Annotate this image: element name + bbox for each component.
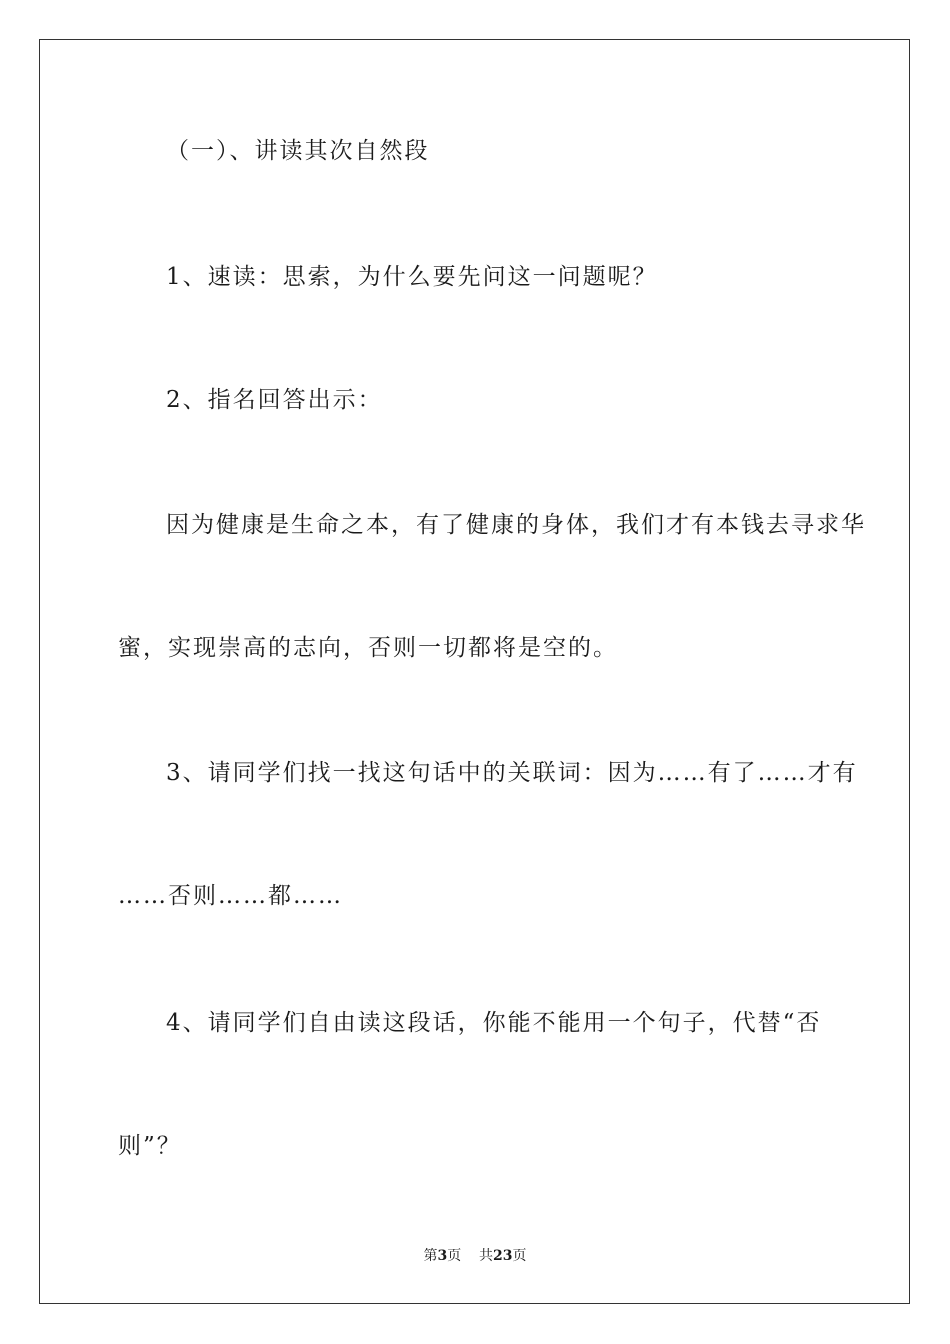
page-suffix: 页 (447, 1248, 462, 1264)
item-3-line-1: 3、请同学们找一找这句话中的关联词：因为……有了……才有 (166, 760, 858, 786)
item-4-line-1: 4、请同学们自由读这段话，你能不能用一个句子，代替“否 (166, 1010, 822, 1036)
item-3-line-2: ……否则……都…… (118, 883, 343, 909)
total-pages: 23 (493, 1248, 513, 1264)
page-footer (0, 1246, 950, 1266)
page-prefix: 第 (423, 1248, 438, 1264)
total-suffix: 页 (512, 1248, 527, 1264)
quote-line-2: 蜜，实现崇高的志向，否则一切都将是空的。 (118, 635, 618, 661)
page-number: 3 (437, 1248, 448, 1264)
section-heading: （一）、讲读其次自然段 (166, 138, 430, 164)
item-1-text: 1、速读：思索，为什么要先问这一问题呢？ (166, 264, 658, 290)
total-prefix: 共 (479, 1248, 494, 1264)
quote-line-1: 因为健康是生命之本，有了健康的身体，我们才有本钱去寻求华 (166, 512, 866, 538)
item-4-line-2: 则”？ (118, 1133, 182, 1159)
item-2-text: 2、指名回答出示： (166, 387, 383, 413)
page-border (39, 39, 910, 1304)
